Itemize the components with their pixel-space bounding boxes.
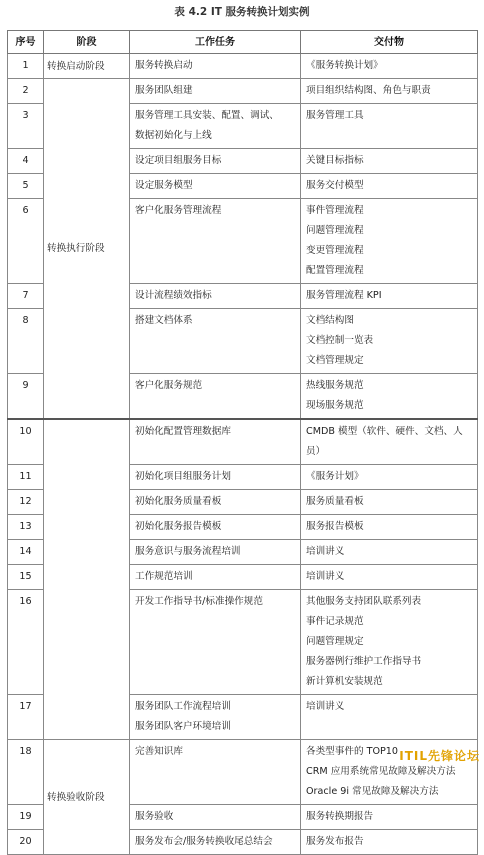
row-number	[8, 54, 44, 79]
task-cell	[130, 199, 301, 284]
deliverable-text: 事件记录规范	[306, 616, 364, 627]
task-cell	[130, 590, 301, 695]
task-text: 初始化配置管理数据库	[135, 426, 231, 437]
row-number-text: 18	[19, 746, 32, 757]
task-text: 初始化服务质量看板	[135, 496, 222, 507]
row-number	[8, 465, 44, 490]
task-text: 初始化项目组服务计划	[135, 471, 231, 482]
task-text: 服务团队客户环境培训	[135, 721, 231, 732]
row-number	[8, 540, 44, 565]
deliverables-cell	[301, 490, 478, 515]
deliverable-text: 文档控制一览表	[306, 335, 374, 346]
service-transition-plan-table	[7, 30, 478, 855]
task-text: 客户化服务管理流程	[135, 205, 222, 216]
task-cell	[130, 805, 301, 830]
row-number-text: 8	[22, 315, 29, 326]
header-phase: 阶段	[44, 31, 130, 54]
row-number	[8, 174, 44, 199]
deliverable-text: 《服务转换计划》	[306, 60, 383, 71]
row-number-text: 11	[19, 471, 32, 482]
task-text: 设定项目组服务目标	[135, 155, 222, 166]
row-number-text: 16	[19, 596, 32, 607]
deliverables-cell	[301, 309, 478, 374]
header-number: 序号	[8, 31, 44, 54]
row-number-text: 9	[22, 380, 29, 391]
table-caption: 表 4.2 IT 服务转换计划实例	[174, 6, 310, 18]
row-number	[8, 104, 44, 149]
row-number-text: 17	[19, 701, 32, 712]
forum-watermark: ITIL先锋论坛	[399, 749, 480, 763]
task-text: 初始化服务报告模板	[135, 521, 222, 532]
deliverables-cell	[301, 590, 478, 695]
row-number	[8, 805, 44, 830]
row-number-text: 14	[19, 546, 32, 557]
task-cell	[130, 565, 301, 590]
deliverable-text: 服务发布报告	[306, 836, 364, 847]
task-text: 搭建文档体系	[135, 315, 193, 326]
task-cell	[130, 830, 301, 855]
row-number	[8, 590, 44, 695]
row-number-text: 20	[19, 836, 32, 847]
task-text: 服务管理工具安装、配置、调试、	[135, 110, 279, 121]
task-text: 客户化服务规范	[135, 380, 203, 391]
row-number-text: 10	[19, 426, 32, 437]
deliverable-text: Oracle 9i 常见故障及解决方法	[306, 786, 439, 797]
row-number-text: 12	[19, 496, 32, 507]
deliverable-text: 配置管理流程	[306, 265, 364, 276]
deliverable-text: 服务转换期报告	[306, 811, 374, 822]
row-number	[8, 374, 44, 420]
deliverables-cell	[301, 805, 478, 830]
deliverables-cell	[301, 199, 478, 284]
table-row	[8, 419, 478, 465]
deliverable-text: 热线服务规范	[306, 380, 364, 391]
deliverable-text: 各类型事件的 TOP10	[306, 746, 399, 757]
task-text: 服务意识与服务流程培训	[135, 546, 241, 557]
deliverable-text: CMDB 模型（软件、硬件、文档、人员）	[306, 426, 463, 457]
task-cell	[130, 309, 301, 374]
row-number-text: 1	[22, 60, 29, 71]
task-cell	[130, 54, 301, 79]
task-text: 服务团队工作流程培训	[135, 701, 231, 712]
task-cell	[130, 490, 301, 515]
task-text: 完善知识库	[135, 746, 183, 757]
row-number	[8, 565, 44, 590]
task-text: 工作规范培训	[135, 571, 193, 582]
phase-cell-accept: 转换验收阶段	[44, 740, 130, 855]
deliverable-text: 服务管理工具	[306, 110, 364, 121]
deliverables-cell	[301, 540, 478, 565]
deliverable-text: 服务报告模板	[306, 521, 364, 532]
row-number-text: 13	[19, 521, 32, 532]
header-deliverables: 交付物	[301, 31, 478, 54]
row-number-text: 6	[22, 205, 29, 216]
row-number	[8, 515, 44, 540]
deliverable-text: 事件管理流程	[306, 205, 364, 216]
deliverable-text: 服务器例行维护工作指导书	[306, 656, 422, 667]
task-cell	[130, 79, 301, 104]
deliverables-cell	[301, 830, 478, 855]
deliverable-text: 培训讲义	[306, 571, 345, 582]
task-cell	[130, 419, 301, 465]
deliverable-text: 文档结构图	[306, 315, 354, 326]
phase-cell-execute: 转换执行阶段	[44, 79, 130, 420]
deliverables-cell	[301, 79, 478, 104]
row-number	[8, 149, 44, 174]
deliverable-text: 新计算机安装规范	[306, 676, 383, 687]
phase-cell-start: 转换启动阶段	[44, 54, 130, 79]
deliverable-text: 服务质量看板	[306, 496, 364, 507]
row-number	[8, 695, 44, 740]
table-row	[8, 54, 478, 79]
task-text: 服务发布会/服务转换收尾总结会	[135, 836, 273, 847]
task-cell	[130, 695, 301, 740]
task-cell	[130, 515, 301, 540]
deliverable-text: CRM 应用系统常见故障及解决方法	[306, 766, 456, 777]
deliverables-cell	[301, 419, 478, 465]
deliverable-text: 项目组织结构图、角色与职责	[306, 85, 431, 96]
row-number	[8, 490, 44, 515]
row-number	[8, 740, 44, 805]
row-number-text: 15	[19, 571, 32, 582]
deliverable-text: 文档管理规定	[306, 355, 364, 366]
deliverable-text: 《服务计划》	[306, 471, 364, 482]
row-number	[8, 79, 44, 104]
task-cell	[130, 465, 301, 490]
deliverables-cell	[301, 374, 478, 420]
deliverable-text: 其他服务支持团队联系列表	[306, 596, 422, 607]
deliverables-cell	[301, 515, 478, 540]
task-text: 设定服务模型	[135, 180, 193, 191]
deliverables-cell	[301, 149, 478, 174]
task-cell	[130, 174, 301, 199]
deliverables-cell	[301, 174, 478, 199]
deliverable-text: 问题管理规定	[306, 636, 364, 647]
task-cell	[130, 104, 301, 149]
row-number	[8, 199, 44, 284]
task-text: 数据初始化与上线	[135, 130, 212, 141]
task-cell	[130, 374, 301, 420]
deliverable-text: 关键目标指标	[306, 155, 364, 166]
row-number-text: 2	[22, 85, 29, 96]
header-task: 工作任务	[130, 31, 301, 54]
task-text: 服务转换启动	[135, 60, 193, 71]
table-row	[8, 79, 478, 104]
row-number	[8, 830, 44, 855]
phase-cell-continued	[44, 419, 130, 740]
row-number-text: 3	[22, 110, 29, 121]
deliverable-text: 现场服务规范	[306, 400, 364, 411]
row-number-text: 7	[22, 290, 29, 301]
row-number-text: 5	[22, 180, 29, 191]
row-number	[8, 419, 44, 465]
deliverables-cell	[301, 565, 478, 590]
row-number-text: 4	[22, 155, 29, 166]
deliverable-text: 培训讲义	[306, 546, 345, 557]
task-cell	[130, 740, 301, 805]
row-number	[8, 284, 44, 309]
task-text: 服务验收	[135, 811, 174, 822]
deliverable-text: 问题管理流程	[306, 225, 364, 236]
task-text: 服务团队组建	[135, 85, 193, 96]
task-text: 设计流程绩效指标	[135, 290, 212, 301]
deliverables-cell	[301, 284, 478, 309]
table-header-row	[8, 31, 478, 54]
deliverable-text: 变更管理流程	[306, 245, 364, 256]
deliverables-cell	[301, 54, 478, 79]
task-text: 开发工作指导书/标准操作规范	[135, 596, 263, 607]
deliverables-cell	[301, 695, 478, 740]
task-cell	[130, 149, 301, 174]
deliverables-cell	[301, 104, 478, 149]
task-cell	[130, 540, 301, 565]
deliverable-text: 培训讲义	[306, 701, 345, 712]
deliverables-cell	[301, 465, 478, 490]
deliverable-text: 服务交付模型	[306, 180, 364, 191]
deliverable-text: 服务管理流程 KPI	[306, 290, 382, 301]
row-number-text: 19	[19, 811, 32, 822]
task-cell	[130, 284, 301, 309]
row-number	[8, 309, 44, 374]
